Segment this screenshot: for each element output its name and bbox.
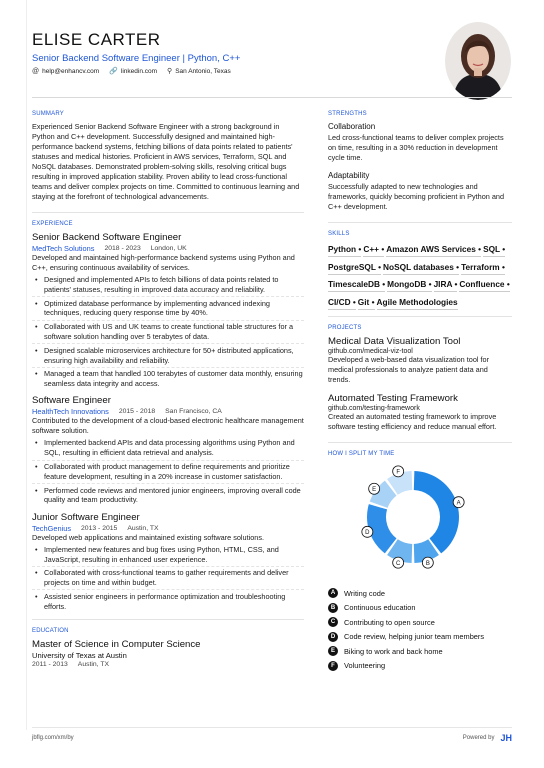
job-company: TechGenius [32,523,72,533]
bullet-item: • Collaborated with US and UK teams to create functional table structures for a software solution handling over 5 terabytes of data. [32,322,304,344]
job-company: MedTech Solutions [32,244,95,253]
job-location: London, UK [150,245,187,252]
candidate-name: ELISE CARTER [32,30,161,49]
job-entry [32,395,304,506]
legend-label: Continuous education [344,603,416,613]
donut-slice [414,471,459,553]
legend-label: Contributing to open source [344,617,435,627]
slice-marker-label: E [372,486,377,493]
brand-logo: JH [500,733,512,743]
legend-item [328,604,512,613]
legend-marker: A [328,588,338,598]
skill-tag: NoSQL databases • [383,260,459,275]
location-pin-icon: ⚲ [167,68,173,75]
skill-tag: Agile Methodologies [377,295,458,310]
link-icon: 🔗 [109,68,118,75]
bullet-item: • Designed scalable microservices architecture for 50+ distributed applications, ensuring high availability and reliability. [32,346,304,368]
legend-item [328,618,512,627]
footer-link[interactable]: jbflg.com/xm/by [32,735,74,741]
legend-label: Volunteering [344,661,386,671]
email-contact[interactable] [32,68,99,75]
degree-title: Master of Science in Computer Science [32,639,201,651]
skill-tag: Amazon AWS Services • [386,242,481,257]
education-heading: EDUCATION [32,628,69,635]
skill-tag: Git • [358,295,375,310]
section-divider [328,316,512,317]
email-text: help@enhancv.com [42,67,100,75]
right-column [328,111,512,676]
education-meta [32,661,304,668]
skill-tag: Python • [328,242,361,257]
strength-name: Adaptability [328,171,370,180]
strength-desc: Led cross-functional teams to deliver complex projects on time, resulting in a 30% reduction in development cycle time. [328,133,504,162]
bullet-item: • Implemented backend APIs and data processing algorithms using Python and SQL, resulting in efficient data retrieval and analysis. [32,438,304,460]
job-title: Junior Software Engineer [32,511,140,523]
skill-tag: Confluence • [459,277,509,292]
project-name: Medical Data Visualization Tool [328,336,461,347]
job-title: Senior Backend Software Engineer [32,232,182,243]
skill-tag: CI/CD • [328,295,356,310]
header-divider [32,97,512,98]
powered-by-text: Powered by [462,735,495,741]
job-dates: 2013 - 2015 [81,524,118,532]
strength-desc: Successfully adapted to new technologies and frameworks, quickly becoming proficient in Python and C++ development. [328,182,505,211]
skills-list [328,242,512,312]
bullet-item: • Optimized database performance by implementing advanced indexing techniques, reducing query response time by 40%. [32,299,304,321]
section-divider [328,222,512,223]
legend-label: Biking to work and back home [344,646,443,656]
legend-item [328,589,512,598]
location-contact [167,67,231,75]
strength-item [328,122,512,163]
education-dates: 2011 - 2013 [32,661,68,669]
skill-tag: SQL • [483,242,505,257]
project-link[interactable]: github.com/medical-viz-tool [328,348,413,355]
skills-heading: SKILLS [328,231,350,237]
job-bullets [32,545,304,613]
skill-tag: MongoDB • [387,277,431,292]
summary-heading: SUMMARY [32,111,64,117]
project-item [328,393,512,432]
legend-label: Writing code [344,588,385,598]
legend-marker: C [328,617,338,627]
summary-text: Experienced Senior Backend Software Engineer with a strong background in Python and C++ development. Successfully designed and maintained high-performance backend systems, fetching billions of data points related to patients' statuses and medical histories. Proficient in AWS services, Terraform, SQL and NoSQL databases. Demonstrated problem-solving skills, resolving critical bugs resulting in improved application stability. Proven ability to lead cross-functional teams and deliver complex projects on time. Committed to continuous learning and staying at the forefront of technological advancements. [32,122,300,201]
job-description: Developed web applications and maintained existing software solutions. [32,532,265,542]
section-divider [32,212,304,213]
education-location: Austin, TX [77,661,110,669]
skill-tag: PostgreSQL • [328,260,381,275]
legend-item [328,647,512,656]
footer [32,733,512,743]
powered-by [463,733,512,743]
job-location: Austin, TX [127,524,159,532]
at-icon: @ [32,67,40,75]
time-split-donut-chart [328,462,512,580]
candidate-title: Senior Backend Software Engineer | Python, C++ [32,53,241,64]
legend-marker: E [328,646,338,656]
experience-heading: EXPERIENCE [32,221,73,227]
job-dates: 2018 - 2023 [104,245,141,252]
job-meta [32,524,304,533]
contact-row [32,67,432,75]
job-company: HealthTech Innovations [32,407,109,417]
time-heading: HOW I SPLIT MY TIME [328,451,395,457]
job-meta [32,407,304,416]
skill-tag: C++ • [363,242,384,257]
legend-item [328,633,512,642]
job-description: Contributed to the development of a cloud-based electronic healthcare management software solution. [32,416,304,436]
legend-marker: F [328,661,338,671]
project-item [328,336,512,385]
job-entry [32,232,304,390]
section-divider [32,619,304,620]
bullet-item: • Designed and implemented APIs to fetch billions of data points related to patients' statuses, resulting in improved data accuracy and reliability. [32,275,304,297]
linkedin-contact[interactable] [109,67,157,75]
projects-heading: PROJECTS [328,325,362,331]
legend-marker: D [328,632,338,642]
bullet-item: • Collaborated with product management to define requirements and prioritize feature development, resulting in a 20% increase in customer satisfaction. [32,462,304,484]
project-link[interactable]: github.com/testing-framework [328,405,420,412]
profile-photo [445,22,511,100]
left-column [32,111,304,668]
job-bullets [32,438,304,506]
slice-marker-label: A [456,500,461,507]
bullet-item: • Implemented new features and bug fixes using Python, HTML, CSS, and JavaScript, resulting in enhanced user experience. [32,545,304,567]
project-desc: Developed a web-based data visualization tool for medical professionals to analyze patient data and trends. [328,355,490,384]
time-legend [328,589,512,670]
bullet-item: • Collaborated with cross-functional teams to gather requirements and deliver projects on time and within budget. [32,568,304,590]
skill-tag: JIRA • [434,277,458,292]
bullet-item: • Managed a team that handled 100 terabytes of customer data monthly, ensuring seamless data integrity and access. [32,369,304,390]
linkedin-text: linkedin.com [120,67,158,75]
job-description: Developed and maintained high-performance backend systems using Python and C++, ensuring continuous availability of services. [32,253,295,272]
bullet-item: • Performed code reviews and mentored junior engineers, improving overall code quality and team productivity. [32,486,304,507]
strength-name: Collaboration [328,122,376,131]
project-name: Automated Testing Framework [328,393,458,404]
section-divider [328,442,512,443]
project-desc: Created an automated testing framework to improve software testing efficiency and reduce manual effort. [328,412,497,431]
slice-marker-label: D [365,530,370,537]
skill-tag: Terraform • [461,260,505,275]
slice-marker-label: C [395,560,401,567]
job-bullets [32,275,304,390]
footer-divider [32,727,512,728]
slice-marker-label: B [425,560,430,567]
legend-item [328,662,512,671]
left-margin-line [26,0,27,730]
job-entry [32,512,304,613]
location-text: San Antonio, Texas [175,67,231,75]
strength-item [328,171,512,212]
legend-label: Code review, helping junior team members [344,632,485,642]
bullet-item: • Assisted senior engineers in performance optimization and troubleshooting efforts. [32,592,304,613]
school-name: University of Texas at Austin [32,651,127,661]
resume-header [32,30,432,75]
skill-tag: TimescaleDB • [328,277,385,292]
job-meta [32,244,304,253]
slice-marker-label: F [396,469,401,476]
job-title: Software Engineer [32,395,111,407]
job-dates: 2015 - 2018 [118,408,156,416]
legend-marker: B [328,603,338,613]
job-location: San Francisco, CA [165,408,222,416]
strengths-heading: STRENGTHS [328,111,367,117]
